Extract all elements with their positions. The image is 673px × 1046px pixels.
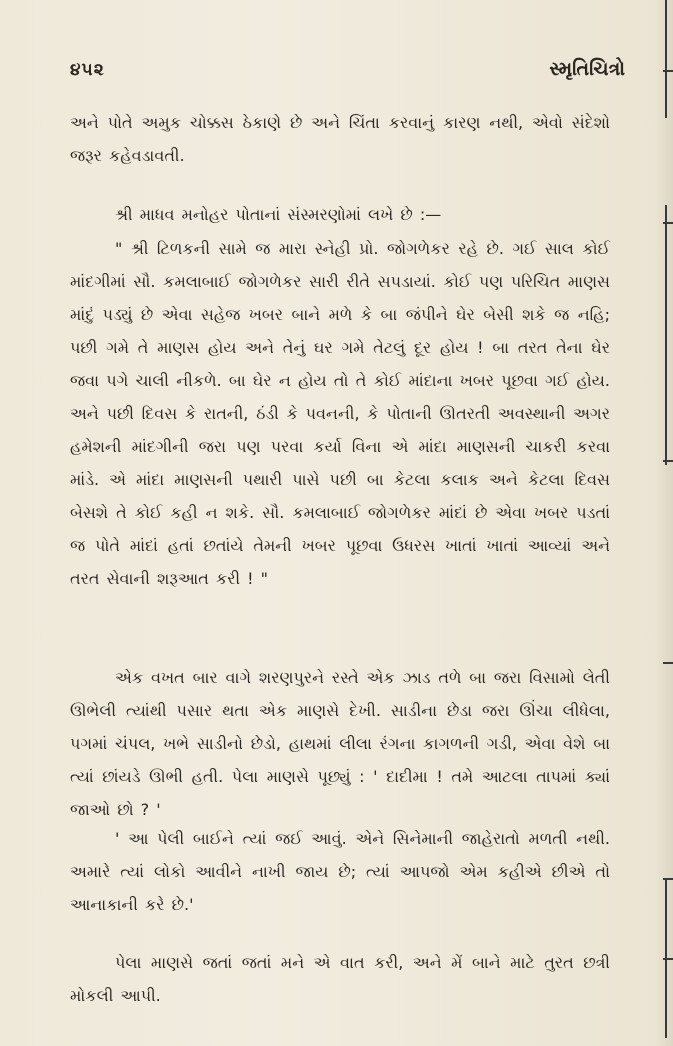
edge-mark	[663, 222, 673, 224]
paragraph: એક વખત બાર વાગે શરણપુરને રસ્તે એક ઝાડ તળે બા જરા વિસામો લેતી ઊભેલી ત્યાંથી પસાર થતા એક માણસે દેખી. સાડીના છેડા જરા ઊંચા લીધેલા, પગમાં ચંપલ, ખભે સાડીનો છેડો, હાથમાં લીલા રંગના કાગળની ગડી, એવા વેશે બા ત્યાં છાંયડે ઊભી હતી. પેલા માણસે પૂછ્યું : ' દાદીમા ! તમે આટલા તાપમાં ક્યાં જાઓ છો ? '	[70, 668, 610, 819]
edge-mark	[663, 460, 673, 462]
paragraph: અને પોતે અમુક ચોક્કસ ઠેકાણે છે અને ચિંતા કરવાનું કારણ નથી, એવો સંદેશો જરૂર કહેવડાવતી.	[70, 113, 610, 165]
paragraph: ' આ પેલી બાઈને ત્યાં જઈ આવું. એને સિનેમાની જાહેરાતો મળતી નથી. અમારે ત્યાં લોકો આવીને નાખી જાય છે; ત્યાં આપજો એમ કહીએ છીએ તો આનાકાની કરે છે.'	[70, 829, 610, 914]
paragraph: પેલા માણસે જતાં જતાં મને એ વાત કરી, અને મેં બાને માટે તુરત છત્રી મોકલી આપી.	[70, 953, 610, 1005]
edge-rule	[665, 205, 667, 465]
edge-mark	[663, 70, 673, 72]
edge-mark	[663, 662, 673, 664]
page-edge-shadow	[655, 0, 673, 1046]
edge-mark	[663, 958, 673, 960]
edge-mark	[663, 878, 673, 880]
paragraph: શ્રી માધવ મનોહર પોતાનાં સંસ્મરણોમાં લખે છે :—	[115, 205, 442, 224]
page-number: ૪૫૨	[70, 60, 105, 80]
running-head-title: સ્મૃતિચિત્રો	[549, 58, 625, 80]
edge-rule	[665, 0, 667, 118]
quoted-paragraph: " શ્રી ટિળકની સામે જ મારા સ્નેહી પ્રો. જોગળેકર રહે છે. ગઈ સાલ કોઈ માંદગીમાં સૌ. કમલાબાઈ જોગળેકર સારી રીતે સપડાયાં. કોઈ પણ પરિચિત માણસ માંદું પડ્યું છે એવા સહેજ ખબર બાને મળે કે બા જંપીને ઘેર બેસી શકે જ નહિ; પછી ગમે તે માણસ હોય અને તેનું ઘર ગમે તેટલું દૂર હોય ! બા તરત તેના ઘેર જવા પગે ચાલી નીકળે. બા ઘેર ન હોય તો તે કોઈ માંદાના ખબર પૂછવા ગઈ હોય. અને પછી દિવસ કે રાતની, ઠંડી કે પવનની, કે પોતાની ઊતરતી અવસ્થાની અગર હમેશની માંદગીની જરા પણ પરવા કર્યા વિના એ માંદા માણસની ચાકરી કરવા માંડે. એ માંદા માણસની પથારી પાસે પછી બા કેટલા કલાક અને કેટલા દિવસ બેસશે તે કોઈ કહી ન શકે. સૌ. કમલાબાઈ જોગળેકર માંદાં છે એવા ખબર પડતાં જ પોતે માંદાં હતાં છતાંયે તેમની ખબર પૂછવા ઉધરસ ખાતાં ખાતાં આવ્યાં અને તરત સેવાની શરૂઆત કરી ! "	[70, 239, 610, 588]
